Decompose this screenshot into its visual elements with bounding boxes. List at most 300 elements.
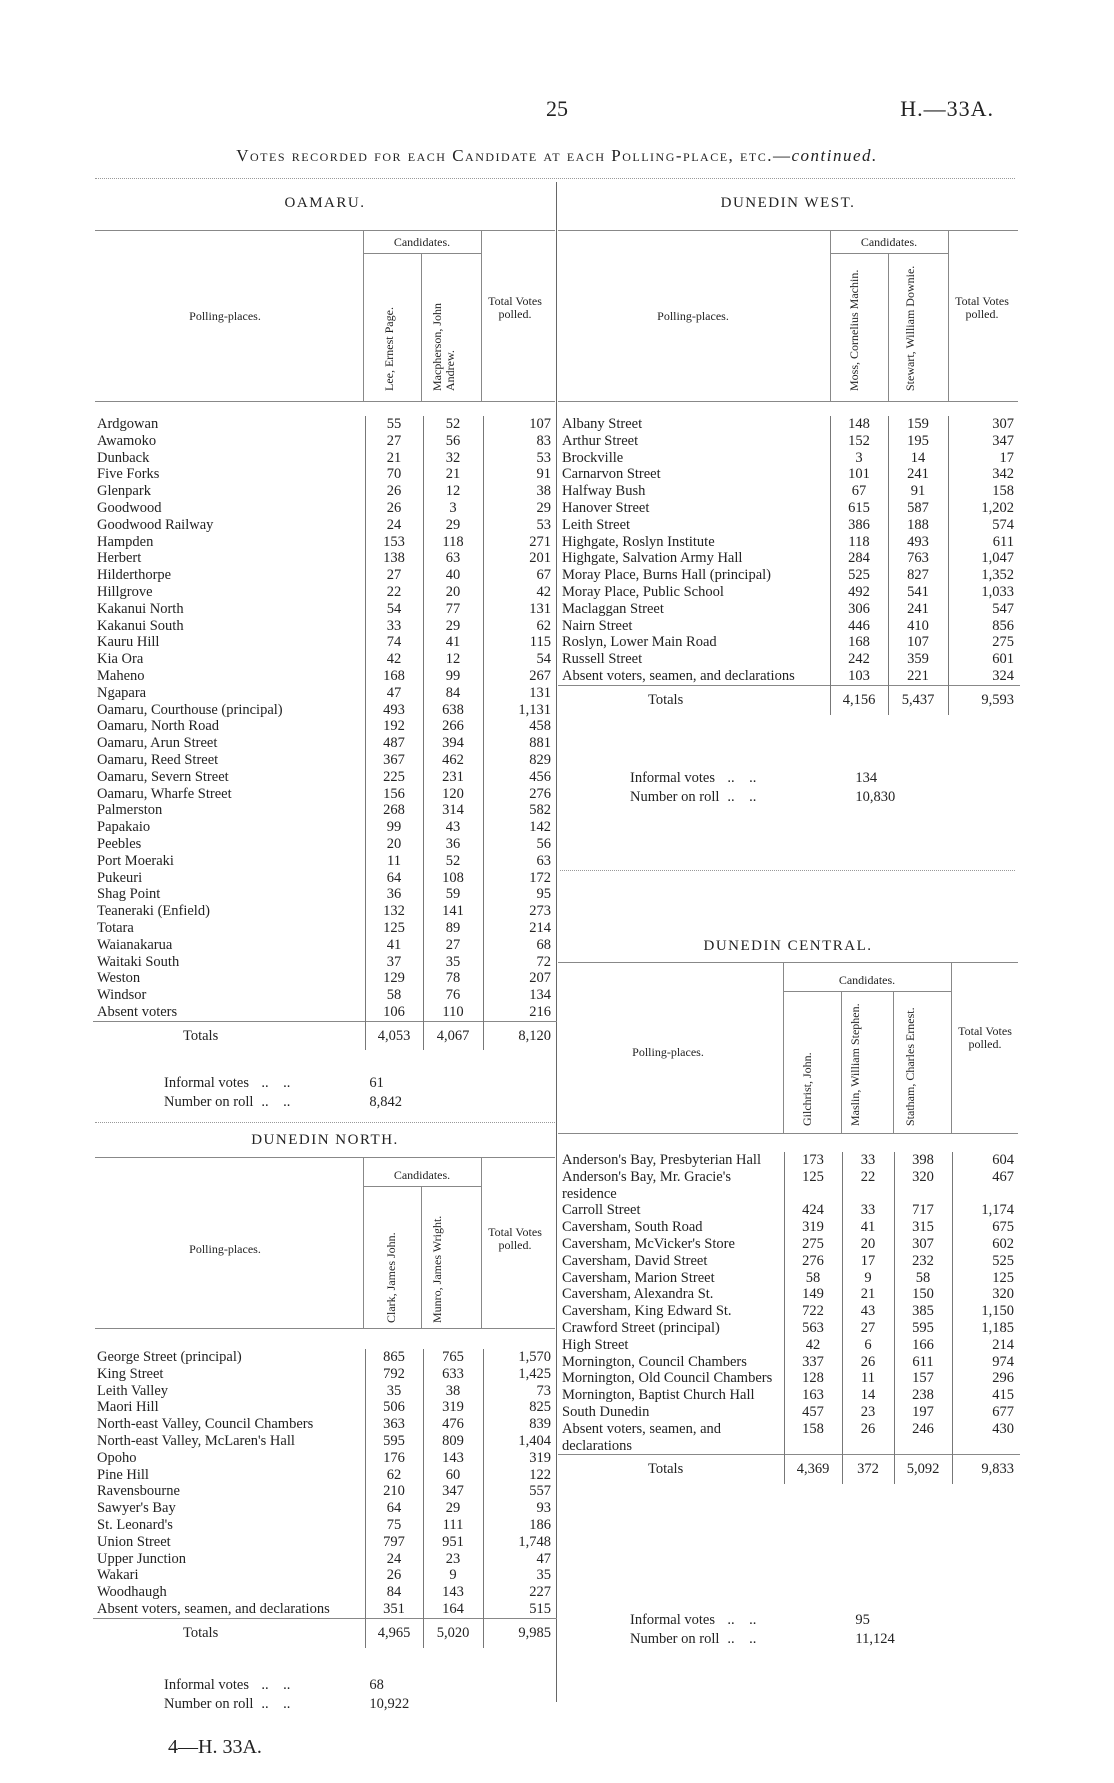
totals-row	[93, 1021, 557, 1050]
table-row	[93, 954, 557, 971]
candidate-votes: 275	[784, 1236, 842, 1253]
table-row	[93, 769, 557, 786]
table-row	[558, 1387, 1020, 1404]
polling-place: Moray Place, Public School	[562, 583, 724, 600]
west-summary: Informal votes .. .. 134 Number on roll .. .. 10,830	[628, 768, 903, 808]
candidate-votes: 43	[423, 819, 483, 836]
table-row	[93, 1584, 557, 1601]
candidate-votes: 615	[830, 500, 888, 517]
totals-row	[93, 1618, 557, 1647]
west-roll: 10,830	[855, 789, 896, 805]
candidate-votes: 221	[888, 668, 948, 685]
table-row	[558, 483, 1020, 500]
west-polling-label: Polling-places.	[657, 309, 729, 323]
table-row	[93, 416, 557, 433]
polling-place: Brockville	[562, 449, 624, 466]
polling-place: Halfway Bush	[562, 483, 646, 500]
table-row	[558, 433, 1020, 450]
candidate-votes: 118	[830, 534, 888, 551]
table-row	[93, 903, 557, 920]
polling-place: Teaneraki (Enfield)	[97, 903, 210, 920]
polling-place: Windsor	[97, 987, 147, 1004]
candidate-votes: 6	[842, 1337, 894, 1354]
table-row	[93, 1416, 557, 1433]
candidate-votes: 410	[888, 618, 948, 635]
candidate-votes: 188	[888, 517, 948, 534]
candidate-votes: 367	[365, 752, 423, 769]
north-total-label: Total Votes polled.	[488, 1225, 542, 1252]
candidate-votes: 797	[365, 1534, 423, 1551]
table-row	[93, 1567, 557, 1584]
oamaru-informal-label: Informal votes	[164, 1075, 249, 1091]
candidate-votes: 35	[365, 1383, 423, 1400]
table-row	[93, 651, 557, 668]
candidate-votes: 266	[423, 718, 483, 735]
candidate-votes: 320	[894, 1169, 952, 1203]
central-roll-label: Number on roll	[630, 1631, 720, 1647]
total-votes: 1,033	[948, 584, 1020, 601]
candidate-votes: 20	[365, 836, 423, 853]
total-votes: 68	[483, 937, 557, 954]
polling-place: Ngapara	[97, 684, 147, 701]
west-cand1: Moss, Cornelius Machin.	[847, 269, 861, 391]
total-votes: 856	[948, 618, 1020, 635]
candidate-votes: 827	[888, 567, 948, 584]
polling-place: Oamaru, North Road	[97, 718, 220, 735]
candidate-votes: 43	[842, 1303, 894, 1320]
candidate-votes: 89	[423, 920, 483, 937]
table-row	[93, 517, 557, 534]
candidate-votes: 351	[365, 1601, 423, 1618]
total-votes: 54	[483, 651, 557, 668]
candidate-votes: 106	[365, 1004, 423, 1021]
total-votes: 582	[483, 802, 557, 819]
table-row	[93, 500, 557, 517]
polling-place: Woodhaugh	[97, 1584, 167, 1601]
total-votes: 1,202	[948, 500, 1020, 517]
candidate-votes: 22	[842, 1169, 894, 1203]
candidate-votes: 36	[365, 886, 423, 903]
polling-place: Highgate, Salvation Army Hall	[562, 550, 743, 567]
candidate-votes: 99	[365, 819, 423, 836]
total-votes: 201	[483, 550, 557, 567]
table-row	[558, 1320, 1020, 1337]
table-row	[558, 634, 1020, 651]
polling-place: Carnarvon Street	[562, 466, 661, 483]
oamaru-end-rule	[95, 1122, 555, 1123]
candidate-votes: 276	[784, 1253, 842, 1270]
candidate-votes: 462	[423, 752, 483, 769]
candidate-votes: 792	[365, 1366, 423, 1383]
candidate-votes: 21	[423, 466, 483, 483]
candidate-votes: 394	[423, 735, 483, 752]
candidate-votes: 446	[830, 618, 888, 635]
table-row	[93, 970, 557, 987]
candidate-votes: 27	[423, 937, 483, 954]
total-votes: 207	[483, 970, 557, 987]
candidate-votes: 386	[830, 517, 888, 534]
table-row	[93, 702, 557, 719]
table-row	[93, 735, 557, 752]
candidate-votes: 595	[894, 1320, 952, 1337]
total-votes: 458	[483, 718, 557, 735]
polling-place: Absent voters, seamen, and declarations	[97, 1600, 330, 1617]
candidate-votes: 21	[365, 450, 423, 467]
table-row	[93, 534, 557, 551]
candidate-votes: 153	[365, 534, 423, 551]
candidate-votes: 141	[423, 903, 483, 920]
candidate-votes: 24	[365, 517, 423, 534]
polling-place: Carroll Street	[562, 1202, 641, 1219]
candidate-votes: 138	[365, 550, 423, 567]
polling-place: Goodwood Railway	[97, 516, 214, 533]
totals-label: Totals	[93, 1618, 365, 1647]
table-row	[93, 819, 557, 836]
table-row	[93, 634, 557, 651]
candidate-votes: 347	[423, 1483, 483, 1500]
north-rows	[93, 1349, 557, 1648]
candidate-votes: 763	[888, 550, 948, 567]
polling-place: Sawyer's Bay	[97, 1500, 176, 1517]
candidate-votes: 91	[888, 483, 948, 500]
polling-place: Anderson's Bay, Mr. Gracie's residence	[562, 1168, 731, 1202]
polling-place: Pukeuri	[97, 869, 143, 886]
polling-place: North-east Valley, Council Chambers	[97, 1416, 314, 1433]
table-row	[558, 1253, 1020, 1270]
candidate-votes: 143	[423, 1450, 483, 1467]
candidate-votes: 37	[365, 954, 423, 971]
candidate-votes: 143	[423, 1584, 483, 1601]
total-votes: 829	[483, 752, 557, 769]
total-votes: 320	[952, 1286, 1020, 1303]
polling-place: Herbert	[97, 550, 142, 567]
polling-place: Hanover Street	[562, 499, 650, 516]
candidate-votes: 84	[365, 1584, 423, 1601]
candidate-votes: 23	[842, 1404, 894, 1421]
west-roll-label: Number on roll	[630, 789, 720, 805]
total-votes: 347	[948, 433, 1020, 450]
total-votes: 611	[948, 534, 1020, 551]
candidate-votes: 21	[842, 1286, 894, 1303]
candidate-votes: 107	[888, 634, 948, 651]
polling-place: Wakari	[97, 1567, 139, 1584]
polling-place: Hampden	[97, 533, 154, 550]
total-votes: 9,833	[952, 1455, 1020, 1484]
candidate-votes: 307	[894, 1236, 952, 1253]
candidate-votes: 176	[365, 1450, 423, 1467]
candidate-votes: 27	[365, 433, 423, 450]
candidate-votes: 231	[423, 769, 483, 786]
total-votes: 72	[483, 954, 557, 971]
table-row	[93, 1366, 557, 1383]
candidate-votes: 42	[365, 651, 423, 668]
total-votes: 324	[948, 668, 1020, 685]
oamaru-header	[95, 230, 555, 402]
oamaru-table	[93, 416, 557, 1050]
polling-place: South Dunedin	[562, 1403, 650, 1420]
west-header	[558, 230, 1018, 402]
candidate-votes: 27	[842, 1320, 894, 1337]
total-votes: 1,425	[483, 1366, 557, 1383]
total-votes: 227	[483, 1584, 557, 1601]
polling-place: Dunback	[97, 449, 150, 466]
table-row	[93, 1450, 557, 1467]
total-votes: 186	[483, 1517, 557, 1534]
table-row	[558, 416, 1020, 433]
total-votes: 131	[483, 685, 557, 702]
total-votes: 1,131	[483, 702, 557, 719]
total-votes: 604	[952, 1152, 1020, 1169]
candidate-votes: 809	[423, 1433, 483, 1450]
candidate-votes: 424	[784, 1202, 842, 1219]
polling-place: Caversham, King Edward St.	[562, 1303, 732, 1320]
candidate-votes: 951	[423, 1534, 483, 1551]
north-polling-label: Polling-places.	[189, 1242, 261, 1256]
west-end-rule	[560, 870, 1015, 871]
polling-place: Oamaru, Arun Street	[97, 735, 218, 752]
polling-place: Moray Place, Burns Hall (principal)	[562, 567, 771, 584]
polling-place: Peebles	[97, 835, 142, 852]
oamaru-heading: OAMARU.	[284, 195, 366, 211]
candidate-votes: 9	[842, 1270, 894, 1287]
candidate-votes: 24	[365, 1551, 423, 1568]
total-votes: 677	[952, 1404, 1020, 1421]
polling-place: Port Moeraki	[97, 852, 174, 869]
total-votes: 62	[483, 618, 557, 635]
page-title	[0, 146, 1114, 166]
polling-place: Five Forks	[97, 466, 160, 483]
polling-place: Kakanui North	[97, 600, 184, 617]
polling-place: Kauru Hill	[97, 634, 160, 651]
candidate-votes: 633	[423, 1366, 483, 1383]
candidate-votes: 32	[423, 450, 483, 467]
candidate-votes: 40	[423, 567, 483, 584]
oamaru-summary: Informal votes .. .. 61 Number on roll .. .. 8,842	[162, 1073, 410, 1113]
candidate-votes: 4,369	[784, 1455, 842, 1484]
candidate-votes: 363	[365, 1416, 423, 1433]
candidate-votes: 12	[423, 483, 483, 500]
table-row	[93, 1004, 557, 1021]
candidate-votes: 33	[842, 1202, 894, 1219]
table-row	[558, 1337, 1020, 1354]
candidate-votes: 14	[842, 1387, 894, 1404]
polling-place: Ravensbourne	[97, 1483, 180, 1500]
candidate-votes: 22	[365, 584, 423, 601]
candidate-votes: 5,437	[888, 685, 948, 714]
polling-place: Shag Point	[97, 886, 161, 903]
polling-place: Absent voters, seamen, and declarations	[562, 1420, 722, 1454]
polling-place: Pine Hill	[97, 1466, 149, 1483]
polling-place: King Street	[97, 1365, 164, 1382]
candidate-votes: 27	[365, 567, 423, 584]
table-row	[558, 550, 1020, 567]
north-informal-label: Informal votes	[164, 1677, 249, 1693]
polling-place: Roslyn, Lower Main Road	[562, 634, 717, 651]
total-votes: 275	[948, 634, 1020, 651]
polling-place: Waianakarua	[97, 936, 173, 953]
table-row	[558, 618, 1020, 635]
table-row	[558, 1169, 1020, 1203]
total-votes: 602	[952, 1236, 1020, 1253]
page-number: 25	[546, 96, 568, 121]
candidate-votes: 359	[888, 651, 948, 668]
table-row	[93, 483, 557, 500]
candidate-votes: 33	[365, 618, 423, 635]
polling-place: Waitaki South	[97, 953, 180, 970]
total-votes: 134	[483, 987, 557, 1004]
total-votes: 525	[952, 1253, 1020, 1270]
north-roll-label: Number on roll	[164, 1696, 254, 1712]
central-table	[558, 1152, 1020, 1484]
candidate-votes: 722	[784, 1303, 842, 1320]
candidate-votes: 315	[894, 1219, 952, 1236]
total-votes: 601	[948, 651, 1020, 668]
totals-label: Totals	[558, 685, 830, 714]
polling-place: Opoho	[97, 1449, 137, 1466]
total-votes: 131	[483, 601, 557, 618]
candidate-votes: 64	[365, 870, 423, 887]
central-informal-label: Informal votes	[630, 1612, 715, 1628]
table-row	[93, 802, 557, 819]
candidate-votes: 26	[365, 500, 423, 517]
polling-place: Oamaru, Severn Street	[97, 768, 229, 785]
table-row	[558, 1303, 1020, 1320]
total-votes: 415	[952, 1387, 1020, 1404]
polling-place: Mornington, Old Council Chambers	[562, 1370, 773, 1387]
north-candidates-label: Candidates.	[393, 1168, 451, 1182]
polling-place: Weston	[97, 970, 141, 987]
candidate-votes: 35	[423, 954, 483, 971]
candidate-votes: 29	[423, 517, 483, 534]
total-votes: 216	[483, 1004, 557, 1021]
west-table	[558, 416, 1020, 715]
total-votes: 172	[483, 870, 557, 887]
north-header	[95, 1157, 555, 1329]
table-row	[93, 618, 557, 635]
polling-place: Hilderthorpe	[97, 567, 172, 584]
polling-place: Totara	[97, 919, 134, 936]
total-votes: 214	[483, 920, 557, 937]
table-row	[93, 1517, 557, 1534]
candidate-votes: 29	[423, 1500, 483, 1517]
table-row	[93, 836, 557, 853]
total-votes: 214	[952, 1337, 1020, 1354]
candidate-votes: 55	[365, 416, 423, 433]
table-row	[93, 601, 557, 618]
table-row	[93, 1534, 557, 1551]
table-row	[93, 853, 557, 870]
table-row	[558, 534, 1020, 551]
candidate-votes: 149	[784, 1286, 842, 1303]
total-votes: 115	[483, 634, 557, 651]
total-votes: 825	[483, 1399, 557, 1416]
polling-place: Mornington, Council Chambers	[562, 1353, 747, 1370]
table-row	[93, 685, 557, 702]
total-votes: 38	[483, 483, 557, 500]
candidate-votes: 3	[423, 500, 483, 517]
table-row	[93, 584, 557, 601]
candidate-votes: 26	[365, 483, 423, 500]
oamaru-informal: 61	[369, 1075, 384, 1091]
candidate-votes: 611	[894, 1354, 952, 1371]
total-votes: 17	[948, 450, 1020, 467]
totals-label: Totals	[558, 1455, 784, 1484]
table-row	[558, 601, 1020, 618]
candidate-votes: 506	[365, 1399, 423, 1416]
polling-place: Oamaru, Wharfe Street	[97, 785, 232, 802]
candidate-votes: 60	[423, 1467, 483, 1484]
candidate-votes: 120	[423, 786, 483, 803]
north-roll: 10,922	[369, 1696, 410, 1712]
table-row	[93, 450, 557, 467]
total-votes: 95	[483, 886, 557, 903]
total-votes: 63	[483, 853, 557, 870]
candidate-votes: 457	[784, 1404, 842, 1421]
candidate-votes: 493	[888, 534, 948, 551]
candidate-votes: 41	[365, 937, 423, 954]
candidate-votes: 128	[784, 1370, 842, 1387]
candidate-votes: 156	[365, 786, 423, 803]
candidate-votes: 284	[830, 550, 888, 567]
polling-place: Goodwood	[97, 499, 162, 516]
candidate-votes: 14	[888, 450, 948, 467]
total-votes: 296	[952, 1370, 1020, 1387]
candidate-votes: 47	[365, 685, 423, 702]
polling-place: Leith Valley	[97, 1382, 169, 1399]
candidate-votes: 108	[423, 870, 483, 887]
candidate-votes: 865	[365, 1349, 423, 1366]
west-informal: 134	[855, 770, 878, 786]
title-continued: continued.	[791, 146, 878, 165]
central-heading: DUNEDIN CENTRAL.	[703, 938, 873, 954]
central-informal: 95	[855, 1612, 870, 1628]
total-votes: 83	[483, 433, 557, 450]
candidate-votes: 476	[423, 1416, 483, 1433]
table-row	[93, 1433, 557, 1450]
candidate-votes: 56	[423, 433, 483, 450]
candidate-votes: 132	[365, 903, 423, 920]
total-votes: 93	[483, 1500, 557, 1517]
candidate-votes: 54	[365, 601, 423, 618]
total-votes: 342	[948, 466, 1020, 483]
candidate-votes: 148	[830, 416, 888, 433]
total-votes: 1,185	[952, 1320, 1020, 1337]
polling-place: George Street (principal)	[97, 1349, 242, 1365]
candidate-votes: 385	[894, 1303, 952, 1320]
table-row	[93, 668, 557, 685]
north-cand1: Clark, James John.	[384, 1232, 398, 1323]
total-votes: 107	[483, 416, 557, 433]
candidate-votes: 20	[423, 584, 483, 601]
candidate-votes: 493	[365, 702, 423, 719]
candidate-votes: 118	[423, 534, 483, 551]
totals-row	[558, 685, 1020, 714]
oamaru-roll-label: Number on roll	[164, 1094, 254, 1110]
table-row	[93, 752, 557, 769]
central-candidates-label: Candidates.	[838, 973, 896, 987]
north-cand2: Munro, James Wright.	[430, 1215, 444, 1323]
candidate-votes: 99	[423, 668, 483, 685]
oamaru-polling-label: Polling-places.	[189, 309, 261, 323]
total-votes: 319	[483, 1450, 557, 1467]
total-votes: 125	[952, 1270, 1020, 1287]
total-votes: 53	[483, 450, 557, 467]
candidate-votes: 41	[842, 1219, 894, 1236]
table-row	[558, 450, 1020, 467]
candidate-votes: 150	[894, 1286, 952, 1303]
candidate-votes: 541	[888, 584, 948, 601]
total-votes: 276	[483, 786, 557, 803]
